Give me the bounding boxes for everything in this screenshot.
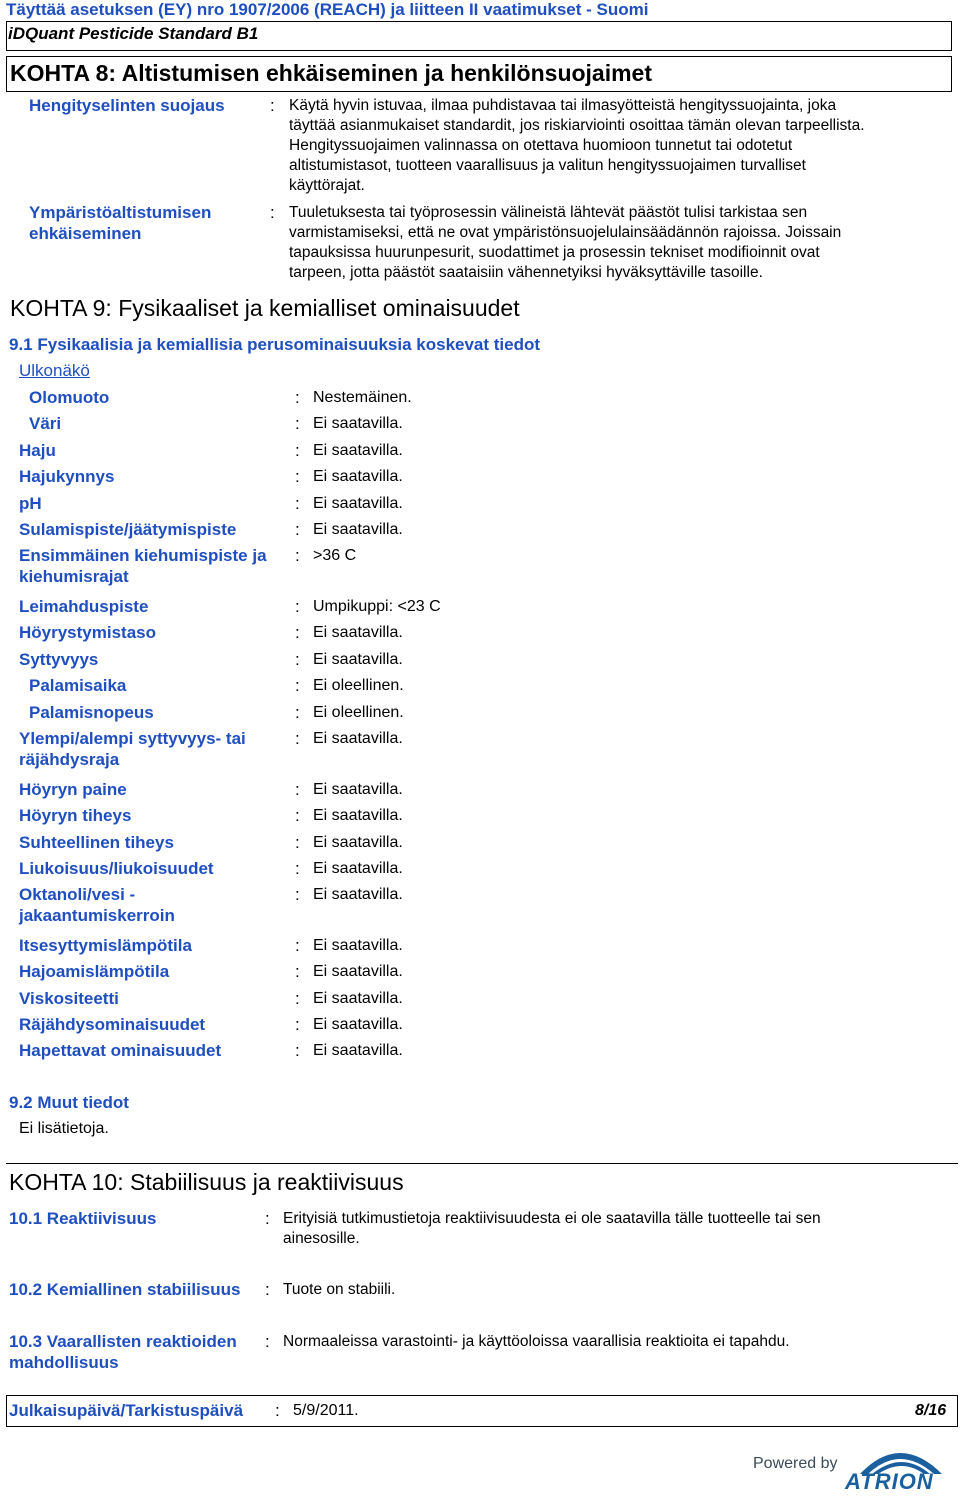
property-value: Ei saatavilla. <box>313 990 403 1007</box>
property-label: Höyrystymistaso <box>19 623 157 642</box>
colon: : <box>295 494 300 513</box>
powered-by-text: Powered by <box>753 1455 838 1472</box>
property-label: Räjähdysominaisuudet <box>19 1015 206 1034</box>
colon: : <box>295 650 300 669</box>
property-value: Ei saatavilla. <box>313 651 403 668</box>
property-value: Ei saatavilla. <box>313 963 403 980</box>
subsection-9-1-title: 9.1 Fysikaalisia ja kemiallisia perusominaisuuksia koskevat tiedot <box>9 335 541 354</box>
property-label: Liukoisuus/liukoisuudet <box>19 859 214 878</box>
subsection-9-2-title: 9.2 Muut tiedot <box>9 1093 129 1112</box>
colon: : <box>295 520 300 539</box>
property-label: Höyryn tiheys <box>19 806 132 825</box>
property-value: Ei oleellinen. <box>313 704 404 721</box>
colon: : <box>270 203 275 222</box>
reactivity-line: Erityisiä tutkimustietoja reaktiivisuudesta ei ole saatavilla tälle tuotteelle tai sen <box>283 1210 821 1227</box>
colon: : <box>295 703 300 722</box>
colon: : <box>275 1401 280 1420</box>
issue-date-label: Julkaisupäivä/Tarkistuspäivä <box>9 1401 244 1420</box>
property-value: Ei saatavilla. <box>313 442 403 459</box>
reactivity-label: 10.1 Reaktiivisuus <box>9 1209 157 1228</box>
other-info-text: Ei lisätietoja. <box>19 1120 109 1137</box>
property-value: Ei saatavilla. <box>313 1016 403 1033</box>
colon: : <box>295 962 300 981</box>
section-8-title: KOHTA 8: Altistumisen ehkäiseminen ja henkilönsuojaimet <box>10 60 653 86</box>
property-value: Nestemäinen. <box>313 389 412 406</box>
property-label: Itsesyttymislämpötila <box>19 936 192 955</box>
chemical-stability-label: 10.2 Kemiallinen stabiilisuus <box>9 1280 241 1299</box>
colon: : <box>295 989 300 1008</box>
hazardous-reactions-label: 10.3 Vaarallisten reaktioiden <box>9 1332 237 1351</box>
property-label: Hapettavat ominaisuudet <box>19 1041 222 1060</box>
colon: : <box>295 806 300 825</box>
property-value: Ei saatavilla. <box>313 807 403 824</box>
property-label: Leimahduspiste <box>19 597 149 616</box>
property-label: Oktanoli/vesi - <box>19 885 136 904</box>
atrion-brand-text: ATRION <box>845 1469 934 1494</box>
property-label: Suhteellinen tiheys <box>19 833 174 852</box>
property-value: Ei saatavilla. <box>313 468 403 485</box>
respiratory-line: altistumistasot, tuotteen vaarallisuus ja valitun hengityssuojaimen turvalliset <box>289 157 806 174</box>
colon: : <box>295 936 300 955</box>
section-10-title: KOHTA 10: Stabiilisuus ja reaktiivisuus <box>9 1169 404 1195</box>
colon: : <box>295 729 300 748</box>
section-9-title: KOHTA 9: Fysikaaliset ja kemialliset ominaisuudet <box>10 295 520 321</box>
property-label: Väri <box>29 414 62 433</box>
property-label: jakaantumiskerroin <box>19 906 175 925</box>
colon: : <box>295 833 300 852</box>
colon: : <box>295 414 300 433</box>
respiratory-protection-label: Hengityselinten suojaus <box>29 96 225 115</box>
property-label: Höyryn paine <box>19 780 127 799</box>
property-value: Ei saatavilla. <box>313 495 403 512</box>
respiratory-line: Hengityssuojaimen valinnassa on otettava huomioon tunnetut tai odotetut <box>289 137 793 154</box>
page-number: 8/16 <box>915 1402 947 1419</box>
colon: : <box>270 96 275 115</box>
property-value: Ei oleellinen. <box>313 677 404 694</box>
environmental-exposure-label: Ympäristöaltistumisen <box>29 203 212 222</box>
property-value: Umpikuppi: <23 C <box>313 598 441 615</box>
property-label: Haju <box>19 441 56 460</box>
property-label: kiehumisrajat <box>19 567 129 586</box>
property-value: Ei saatavilla. <box>313 886 403 903</box>
property-label: Hajoamislämpötila <box>19 962 170 981</box>
property-label: Palamisnopeus <box>29 703 154 722</box>
property-label: Viskositeetti <box>19 989 119 1008</box>
property-value: Ei saatavilla. <box>313 860 403 877</box>
respiratory-line: täyttää asianmukaiset standardit, jos riskiarviointi osoittaa tämän olevan tarpeellista. <box>289 117 865 134</box>
issue-date-value: 5/9/2011. <box>293 1402 359 1419</box>
colon: : <box>295 1041 300 1060</box>
property-value: Ei saatavilla. <box>313 1042 403 1059</box>
colon: : <box>295 388 300 407</box>
colon: : <box>295 1015 300 1034</box>
environmental-exposure-label: ehkäiseminen <box>29 224 142 243</box>
colon: : <box>265 1209 270 1228</box>
chemical-stability-value: Tuote on stabiili. <box>283 1281 396 1298</box>
respiratory-line: käyttörajat. <box>289 177 365 194</box>
appearance-heading: Ulkonäkö <box>19 361 90 380</box>
property-label: pH <box>19 494 42 513</box>
colon: : <box>295 546 300 565</box>
hazardous-reactions-value: Normaaleissa varastointi- ja käyttöoloissa vaarallisia reaktioita ei tapahdu. <box>283 1333 790 1350</box>
hazardous-reactions-label: mahdollisuus <box>9 1353 119 1372</box>
environmental-line: varmistamiseksi, että ne ovat ympäristönsuojelulainsäädännön rajoissa. Joissain <box>289 224 842 241</box>
document-regulation-title: Täyttää asetuksen (EY) nro 1907/2006 (REACH) ja liitteen II vaatimukset - Suomi <box>6 0 649 19</box>
colon: : <box>295 441 300 460</box>
property-value: Ei saatavilla. <box>313 781 403 798</box>
reactivity-line: ainesosille. <box>283 1230 360 1247</box>
colon: : <box>295 885 300 904</box>
colon: : <box>295 676 300 695</box>
property-value: Ei saatavilla. <box>313 624 403 641</box>
property-value: >36 C <box>313 547 357 564</box>
environmental-line: tarpeen, jotta päästöt saataisiin vähennetyiksi hyväksyttäville tasoille. <box>289 264 763 281</box>
property-value: Ei saatavilla. <box>313 415 403 432</box>
property-value: Ei saatavilla. <box>313 937 403 954</box>
respiratory-line: Käytä hyvin istuvaa, ilmaa puhdistavaa tai ilmasyötteistä hengityssuojainta, joka <box>289 97 837 114</box>
property-label: Hajukynnys <box>19 467 115 486</box>
property-label: Palamisaika <box>29 676 127 695</box>
property-label: Ylempi/alempi syttyvyys- tai <box>19 729 246 748</box>
property-label: Olomuoto <box>29 388 110 407</box>
colon: : <box>295 467 300 486</box>
colon: : <box>265 1280 270 1299</box>
colon: : <box>295 597 300 616</box>
colon: : <box>295 623 300 642</box>
property-value: Ei saatavilla. <box>313 730 403 747</box>
property-label: räjähdysraja <box>19 750 120 769</box>
property-label: Syttyvyys <box>19 650 99 669</box>
environmental-line: tapauksissa huurunpesurit, suodattimet ja prosessin tekniset modifioinnit ovat <box>289 244 820 261</box>
product-name: iDQuant Pesticide Standard B1 <box>8 24 259 43</box>
colon: : <box>295 859 300 878</box>
property-value: Ei saatavilla. <box>313 521 403 538</box>
environmental-line: Tuuletuksesta tai työprosessin välineistä lähtevät päästöt tulisi tarkistaa sen <box>289 204 808 221</box>
colon: : <box>295 780 300 799</box>
colon: : <box>265 1332 270 1351</box>
property-value: Ei saatavilla. <box>313 834 403 851</box>
property-label: Sulamispiste/jäätymispiste <box>19 520 237 539</box>
property-label: Ensimmäinen kiehumispiste ja <box>19 546 267 565</box>
